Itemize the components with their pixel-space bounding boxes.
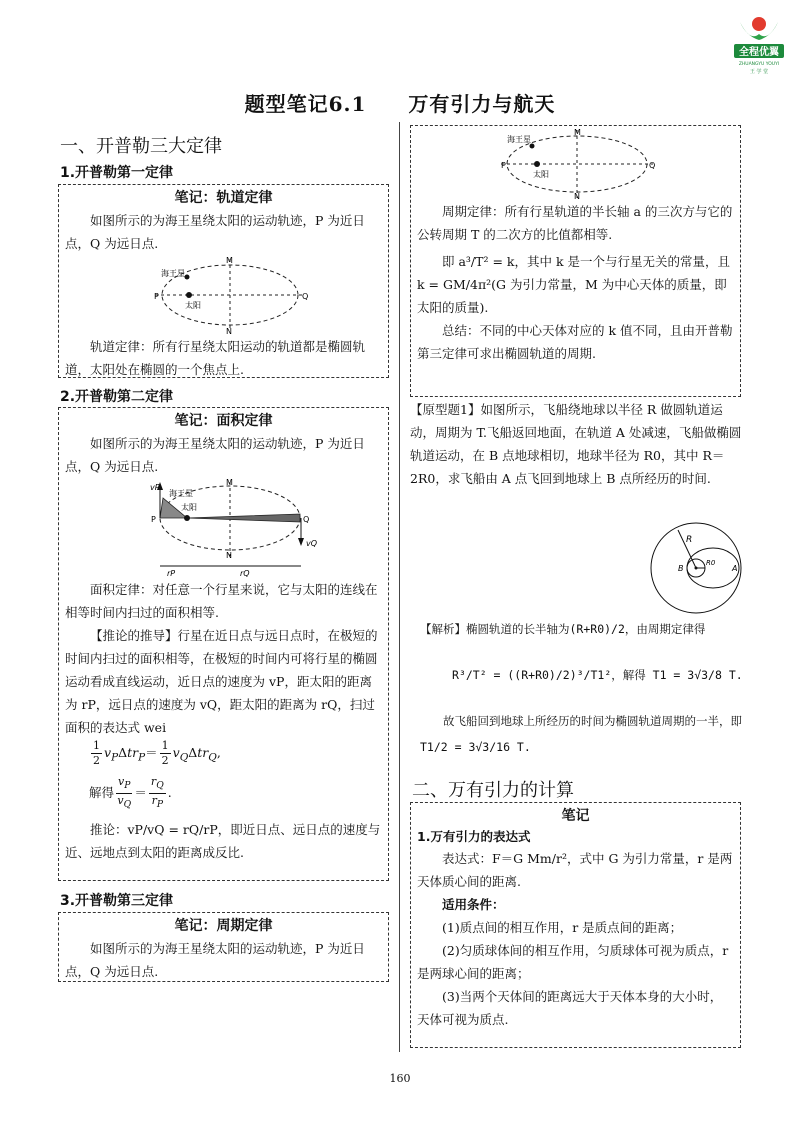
page-number: 160 (389, 1072, 411, 1085)
law1-note-box (58, 184, 389, 378)
solution-line-1: 【解析】椭圆轨道的长半轴为(R+R0)/2，由周期定律得 (420, 622, 706, 636)
law3-heading: 3.开普勒第三定律 (60, 893, 174, 909)
label-B: B (678, 564, 684, 573)
condition-1: (1)质点间的相互作用，r 是质点间的距离； (442, 920, 683, 935)
law2-eq2: 解得 $\frac{v_P}{v_Q}$ ＝ $\frac{r_Q}{r_P}$ . (89, 774, 172, 810)
law1-intro: 如图所示的为海王星绕太阳的运动轨迹，P 为近日点，Q 为远日点. (65, 213, 365, 251)
gravitation-expression: 表达式：F＝G Mm/r²，式中 G 为引力常量，r 是两天体质心间的距离. (417, 851, 733, 889)
label-sun-3: 太阳 (533, 170, 549, 179)
law2-text: 面积定律：对任意一个行星来说，它与太阳的连线在相等时间内扫过的面积相等. (65, 582, 378, 620)
label-sun: 太阳 (185, 301, 201, 310)
label-neptune-3: 海王星 (507, 135, 531, 144)
label-M: M (226, 256, 233, 265)
orbit-transfer-diagram (648, 520, 746, 616)
law1-heading: 1.开普勒第一定律 (60, 165, 174, 181)
law2-box-title: 笔记：面积定律 (174, 413, 273, 429)
label-rQ: rQ (240, 569, 250, 578)
gravitation-box-title: 笔记 (561, 808, 590, 824)
law3-box-title: 笔记：周期定律 (174, 918, 273, 934)
column-divider (399, 122, 400, 1052)
label-M-3: M (574, 128, 581, 137)
law1-box-title: 笔记：轨道定律 (174, 190, 273, 206)
label-Q-3: Q (649, 161, 656, 170)
law2-note-box (58, 407, 389, 881)
section-heading-2: 二、万有引力的计算 (412, 780, 574, 801)
label-P: P (154, 292, 159, 301)
period-law-text: 周期定律：所有行星轨道的半长轴 a 的三次方与它的公转周期 T 的二次方的比值都相等. (417, 204, 733, 242)
label-vQ: vQ (306, 539, 318, 548)
law3-summary: 总结：不同的中心天体对应的 k 值不同，且由开普勒第三定律可求出椭圆轨道的周期. (417, 323, 733, 361)
orbit-diagram-3 (417, 128, 734, 200)
label-neptune-2: 海王星 (169, 489, 193, 498)
publisher-logo (724, 8, 794, 78)
label-vP: vP (150, 483, 160, 492)
orbit-diagram-1 (65, 255, 382, 335)
condition-3: (3)当两个天体间的距离远大于天体本身的大小时，天体可视为质点. (417, 989, 723, 1027)
law2-intro: 如图所示的为海王星绕太阳的运动轨迹，P 为近日点，Q 为远日点. (65, 436, 365, 474)
law3-intro: 如图所示的为海王星绕太阳的运动轨迹，P 为近日点，Q 为远日点. (65, 941, 365, 979)
law2-conclusion: 推论：vP/vQ = rQ/rP，即近日点、远日点的速度与近、远地点到太阳的距离成反比. (65, 821, 381, 860)
conditions-title: 适用条件： (442, 897, 505, 912)
page-title: 题型笔记6.1 万有引力与航天 (244, 92, 556, 116)
section-heading-1: 一、开普勒三大定律 (60, 136, 222, 157)
law2-heading: 2.开普勒第二定律 (60, 389, 174, 405)
law3-note-box (58, 912, 389, 982)
solution-line-2: R³/T² = ((R+R0)/2)³/T1²，解得 T1 = 3√3/8 T. (452, 668, 743, 682)
label-Q-2: Q (303, 515, 310, 524)
gravitation-note-box (410, 802, 741, 1048)
label-M-2: M (226, 478, 233, 487)
label-N-2: N (226, 551, 232, 560)
solution-line-3: 故飞船回到地球上所经历的时间为椭圆轨道周期的一半，即 T1/2 = 3√3/16 T. (420, 714, 742, 754)
law2-derivation: 【推论的推导】行星在近日点与远日点时，在极短的时间内扫过的面积相等，在极短的时间内可将行星的椭圆运动看成直线运动，近日点的速度为 vP，距太阳的距离为 rP，远日点的速度为 vQ，距太阳的距离为 rQ，扫过面积的表达式 wei (65, 628, 378, 735)
gravitation-expr-heading: 1.万有引力的表达式 (417, 829, 531, 844)
area-law-diagram (65, 478, 382, 578)
label-Q: Q (302, 292, 309, 301)
law3-note-box-continued (410, 125, 741, 397)
label-P-3: P (501, 161, 506, 170)
label-rP: rP (167, 569, 176, 578)
label-N-3: N (574, 192, 580, 200)
law2-eq1: $\frac{1}{2}$ $v_P\Delta tr_P=$ $\frac{1}{2}$ $v_Q\Delta tr_Q$, (93, 739, 221, 767)
label-P-2: P (151, 515, 156, 524)
label-R0: R0 (706, 559, 716, 567)
logo-name: 全程优翼 (739, 47, 779, 58)
example-problem (410, 398, 742, 490)
label-A: A (732, 564, 738, 573)
logo-sub: ZHUANGYU YOUYI (738, 62, 780, 67)
logo-tag: 王 学 堂 (749, 69, 769, 75)
label-sun-2: 太阳 (181, 503, 197, 512)
label-neptune: 海王星 (161, 269, 185, 278)
condition-2: (2)匀质球体间的相互作用，匀质球体可视为质点，r 是两球心间的距离； (417, 943, 729, 981)
k-constant-text: 即 a³/T² = k，其中 k 是一个与行星无关的常量，且 k = GM/4π²(G 为引力常量，M 为中心天体的质量，即太阳的质量). (417, 254, 731, 315)
law1-text: 轨道定律：所有行星绕太阳运动的轨道都是椭圆轨道，太阳处在椭圆的一个焦点上. (65, 339, 366, 377)
label-R: R (686, 535, 693, 545)
label-N: N (226, 327, 232, 335)
example-text: 【原型题1】如图所示，飞船绕地球以半径 R 做圆轨道运动，周期为 T.飞船返回地面，在轨道 A 处减速，飞船做椭圆轨道运动，在 B 点地球相切，地球半径为 R0，其中 R＝2R0，求飞船由 A 点飞回到地球上 B 点所经历的时间. (410, 402, 742, 486)
